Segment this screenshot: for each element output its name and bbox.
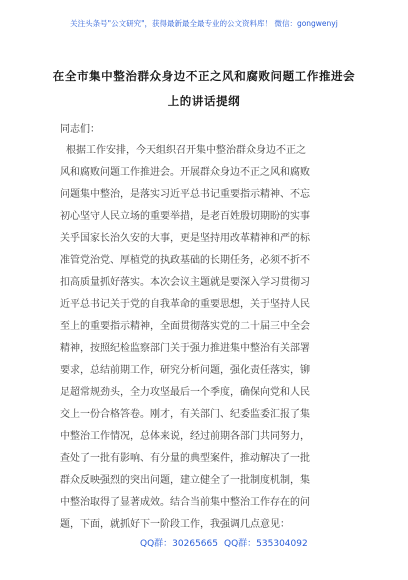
footer-qq-group-left: QQ群：30265665 xyxy=(140,539,218,549)
body-text-line: 风和腐败问题工作推进会。开展群众身边不正之风和腐败 xyxy=(60,167,310,178)
footer-qq-group-right: QQ群：535304092 xyxy=(224,539,308,549)
document-title-line-2: 上的讲话提纲 xyxy=(167,94,241,108)
body-text-line: 查处了一批有影响、有分量的典型案件，推动解决了一批 xyxy=(60,453,310,464)
body-text-line: 关乎国家长治久安的大事，更是坚持用改革精神和严的标 xyxy=(60,233,310,244)
body-text-line: 中整治工作情况，总体来说，经过前期各部门共同努力， xyxy=(60,431,310,442)
body-text-line: 问题集中整治，是落实习近平总书记重要指示精神、不忘 xyxy=(60,189,310,200)
body-text-line: 题，下面，就抓好下一阶段工作，我强调几点意见： xyxy=(60,519,290,530)
body-text-line: 初心坚守人民立场的重要举措，是老百姓殷切期盼的实事 xyxy=(60,211,310,222)
body-text-line: 足超常规劲头，全力攻坚最后一个季度，确保向党和人民 xyxy=(60,387,310,398)
body-text-line: 中整治取得了显著成效。结合当前集中整治工作存在的问 xyxy=(60,497,310,508)
document-title-line-1: 在全市集中整治群众身边不正之风和腐败问题工作推进会 xyxy=(52,69,356,83)
body-text-line: 准管党治党、厚植党的执政基础的长期任务，必须不折不 xyxy=(60,255,310,266)
body-text-line: 交上一份合格答卷。刚才，有关部门、纪委监委汇报了集 xyxy=(60,409,310,420)
salutation: 同志们： xyxy=(60,124,100,135)
page-header-banner: 关注头条号"公文研究"，获得最新最全最专业的公文资料库！ 微信：gongwenyj xyxy=(70,19,338,28)
body-text-line: 至上的重要指示精神，全面贯彻落实党的二十届三中全会 xyxy=(60,321,310,332)
body-text-line: 扣高质量抓好落实。本次会议主题就是要深入学习贯彻习 xyxy=(60,277,310,288)
body-text-line: 精神，按照纪检监察部门关于强力推进集中整治有关部署 xyxy=(60,343,310,354)
body-text-line: 近平总书记关于党的自我革命的重要思想，关于坚持人民 xyxy=(60,299,310,310)
body-text-line: 根据工作安排，今天组织召开集中整治群众身边不正之 xyxy=(66,145,306,156)
body-text-line: 群众反映强烈的突出问题，建立健全了一批制度机制，集 xyxy=(60,475,310,486)
body-text-line: 要求，总结前期工作，研究分析问题，强化责任落实，铆 xyxy=(60,365,310,376)
